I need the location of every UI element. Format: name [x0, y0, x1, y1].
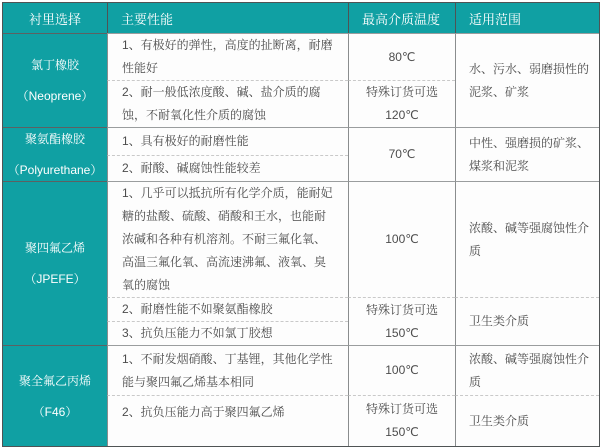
table-row [3, 345, 599, 395]
material-name: 聚氨酯橡胶 [24, 132, 85, 146]
header-row [3, 3, 599, 33]
temperature-cell: 特殊订货可选 150℃ [348, 395, 455, 446]
scope-cell: 浓酸、碱等强腐蚀性介质 [455, 181, 599, 297]
header-main-performance: 主要性能 [107, 3, 348, 33]
temperature-cell: 70℃ [348, 127, 455, 181]
material-code: （Polyurethane） [7, 163, 103, 177]
performance-cell: 1、具有极好的耐磨性能 [107, 127, 348, 155]
scope-cell: 卫生类介质 [455, 395, 599, 446]
performance-cell: 2、耐一般低浓度酸、碱、盐介质的腐蚀，不耐氧化性介质的腐蚀 [107, 80, 348, 127]
header-lining-selection: 衬里选择 [3, 3, 107, 33]
performance-cell: 1、有极好的弹性，高度的扯断离，耐磨性能好 [107, 33, 348, 80]
header-applicable-range: 适用范围 [455, 3, 599, 33]
performance-cell: 2、耐酸、碱腐蚀性能较差 [107, 155, 348, 182]
material-name: 氯丁橡胶 [30, 58, 79, 72]
scope-cell: 中性、强磨损的矿浆、煤浆和泥浆 [455, 127, 599, 181]
performance-cell: 2、抗负压能力高于聚四氟乙烯 [107, 395, 348, 446]
header-max-medium-temperature: 最高介质温度 [348, 3, 455, 33]
table-row [3, 33, 599, 80]
scope-cell: 水、污水、弱磨损性的泥浆、矿浆 [455, 33, 599, 127]
temperature-cell: 100℃ [348, 345, 455, 395]
material-code: （Neoprene） [16, 89, 94, 103]
temperature-cell: 80℃ [348, 33, 455, 80]
material-name-cell [3, 33, 107, 127]
performance-cell: 2、耐磨性能不如聚氨酯橡胶 [107, 297, 348, 321]
material-name-cell [3, 345, 107, 446]
temperature-cell: 特殊订货可选 150℃ [348, 297, 455, 345]
material-name-cell [3, 181, 107, 345]
table-row [3, 181, 599, 297]
lining-selection-table [2, 2, 600, 447]
material-name: 聚全氟乙丙烯 [18, 373, 91, 388]
performance-cell: 3、抗负压能力不如氯丁胶想 [107, 321, 348, 345]
material-code: （JPEFE） [24, 272, 86, 286]
material-name-cell [3, 127, 107, 181]
table-row [3, 127, 599, 155]
performance-cell: 1、几乎可以抵抗所有化学介质，能耐妃糖的盐酸、硫酸、硝酸和王水，也能耐浓碱和各种有机溶剂。不耐三氟化氧、高温三氟化氧、高流速沸氟、液氧、臭氧的腐蚀 [107, 181, 348, 297]
scope-cell: 卫生类介质 [455, 297, 599, 345]
material-code: （F46） [32, 404, 78, 419]
temperature-cell: 特殊订货可选 120℃ [348, 80, 455, 127]
performance-cell: 1、不耐发烟硝酸、丁基锂，其他化学性能与聚四氟乙烯基本相同 [107, 345, 348, 395]
scope-cell: 浓酸、碱等强腐蚀性介质 [455, 345, 599, 395]
temperature-cell: 100℃ [348, 181, 455, 297]
material-name: 聚四氟乙烯 [24, 241, 85, 255]
